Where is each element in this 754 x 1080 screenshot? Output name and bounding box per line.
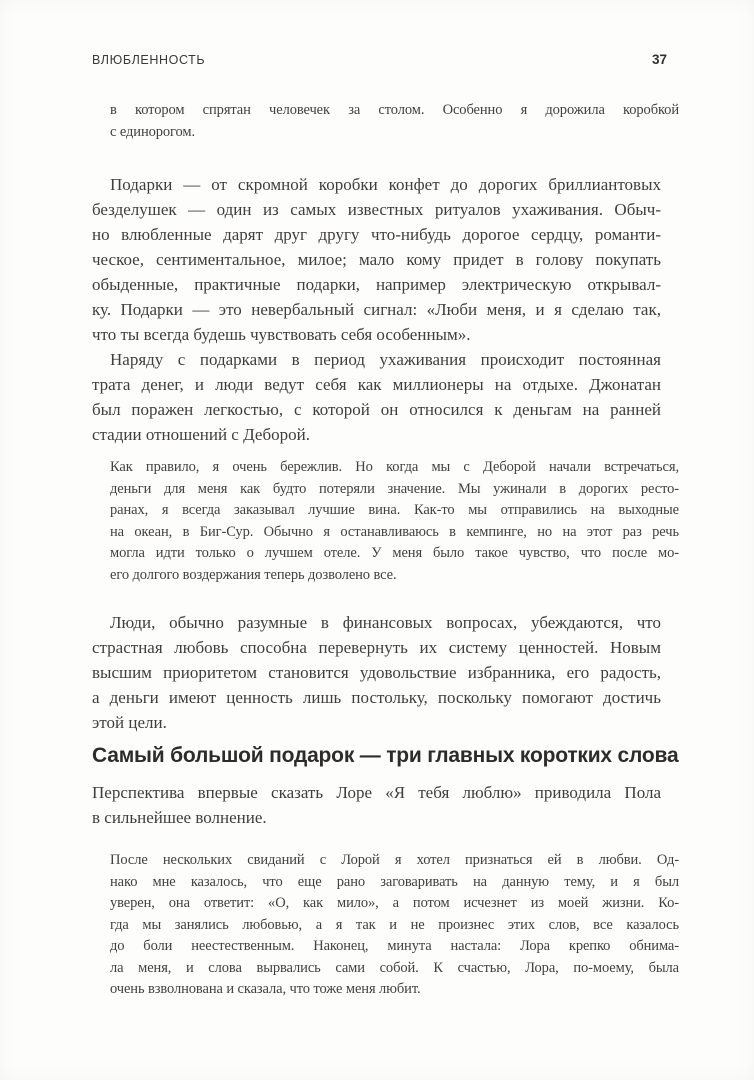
text-line: деньги для меня как будто потеряли значение. Мы ужинали в дорогих ресто- — [110, 480, 679, 497]
text-line: был поражен легкостью, с которой он относился к деньгам на ранней — [92, 400, 661, 419]
text-line: трата денег, и люди ведут себя как миллионеры на отдыхе. Джонатан — [92, 375, 661, 394]
text-line: высшим приоритетом становится удовольствие избранника, его радость, — [92, 663, 661, 682]
text-line: обыденные, практичные подарки, например электрическую открывал- — [92, 275, 661, 294]
text-line: его долгого воздержания теперь дозволено все. — [110, 566, 397, 583]
text-line: Как правило, я очень бережлив. Но когда мы с Деборой начали встречаться, — [110, 459, 679, 475]
text-line: страстная любовь способна перевернуть их систему ценностей. Новым — [92, 638, 661, 657]
text-line: После нескольких свиданий с Лорой я хотел признаться ей в любви. Од- — [110, 852, 679, 868]
paragraph-values — [92, 610, 661, 735]
text-line: Люди, обычно разумные в финансовых вопросах, убеждаются, что — [110, 613, 661, 632]
text-line: этой цели. — [92, 713, 167, 732]
text-line: на океан, в Биг-Сур. Обычно я останавливаюсь в кемпинге, но на этот раз речь — [110, 523, 679, 540]
page-number: 37 — [651, 52, 667, 67]
text-line: ческое, сентиментальное, милое; мало кому придет в голову покупать — [92, 250, 661, 269]
text-line: ранах, я всегда заказывал лучшие вина. Как-то мы отправились на выходные — [110, 502, 679, 518]
text-line: ку. Подарки — это невербальный сигнал: «Люби меня, и я сделаю так, — [92, 300, 661, 319]
section-heading: Самый большой подарок — три главных коротких слова — [92, 744, 679, 767]
paragraph-paul-intro — [92, 780, 661, 830]
quote-continuation — [110, 100, 679, 143]
quote-jonathan — [110, 457, 679, 586]
running-head — [92, 52, 667, 67]
text-line: уверен, она ответит: «О, как мило», а потом исчезнет из моей жизни. Ко- — [110, 895, 679, 911]
quote-paul — [110, 850, 679, 1001]
paragraph-gifts — [92, 172, 661, 347]
text-line: нако мне казалось, что еще рано заговаривать на данную тему, и я был — [110, 873, 679, 890]
text-line: до боли неестественным. Наконец, минута настала: Лора крепко обнима- — [110, 938, 679, 954]
text-line: с единорогом. — [110, 123, 196, 140]
paragraph-spending — [92, 347, 661, 447]
text-line: стадии отношений с Деборой. — [92, 425, 310, 444]
text-line: безделушек — один из самых известных ритуалов ухаживания. Обыч- — [92, 200, 661, 219]
text-line: Наряду с подарками в период ухаживания происходит постоянная — [110, 350, 661, 369]
text-line: Перспектива впервые сказать Лоре «Я тебя люблю» приводила Пола — [92, 783, 661, 802]
text-line: в сильнейшее волнение. — [92, 808, 267, 827]
text-line: в котором спрятан человечек за столом. Особенно я дорожила коробкой — [110, 102, 679, 118]
text-line: а деньги имеют ценность лишь постольку, поскольку помогают достичь — [92, 688, 661, 707]
text-line: могла идти только о лучшем отеле. У меня было такое чувство, что после мо- — [110, 545, 679, 561]
text-line: ла меня, и слова вырвались сами собой. К счастью, Лора, по-моему, была — [110, 959, 679, 976]
text-line: Подарки — от скромной коробки конфет до дорогих бриллиантовых — [110, 175, 661, 194]
text-line: что ты всегда будешь чувствовать себя особенным». — [92, 325, 471, 344]
running-title: ВЛЮБЛЕННОСТЬ — [92, 52, 206, 67]
text-line: очень взволнована и сказала, что тоже меня любит. — [110, 981, 421, 997]
text-line: но влюбленные дарят друг другу что-нибудь дорогое сердцу, романти- — [92, 225, 661, 244]
text-line: гда мы занялись любовью, а я так и не произнес этих слов, все казалось — [110, 916, 679, 933]
